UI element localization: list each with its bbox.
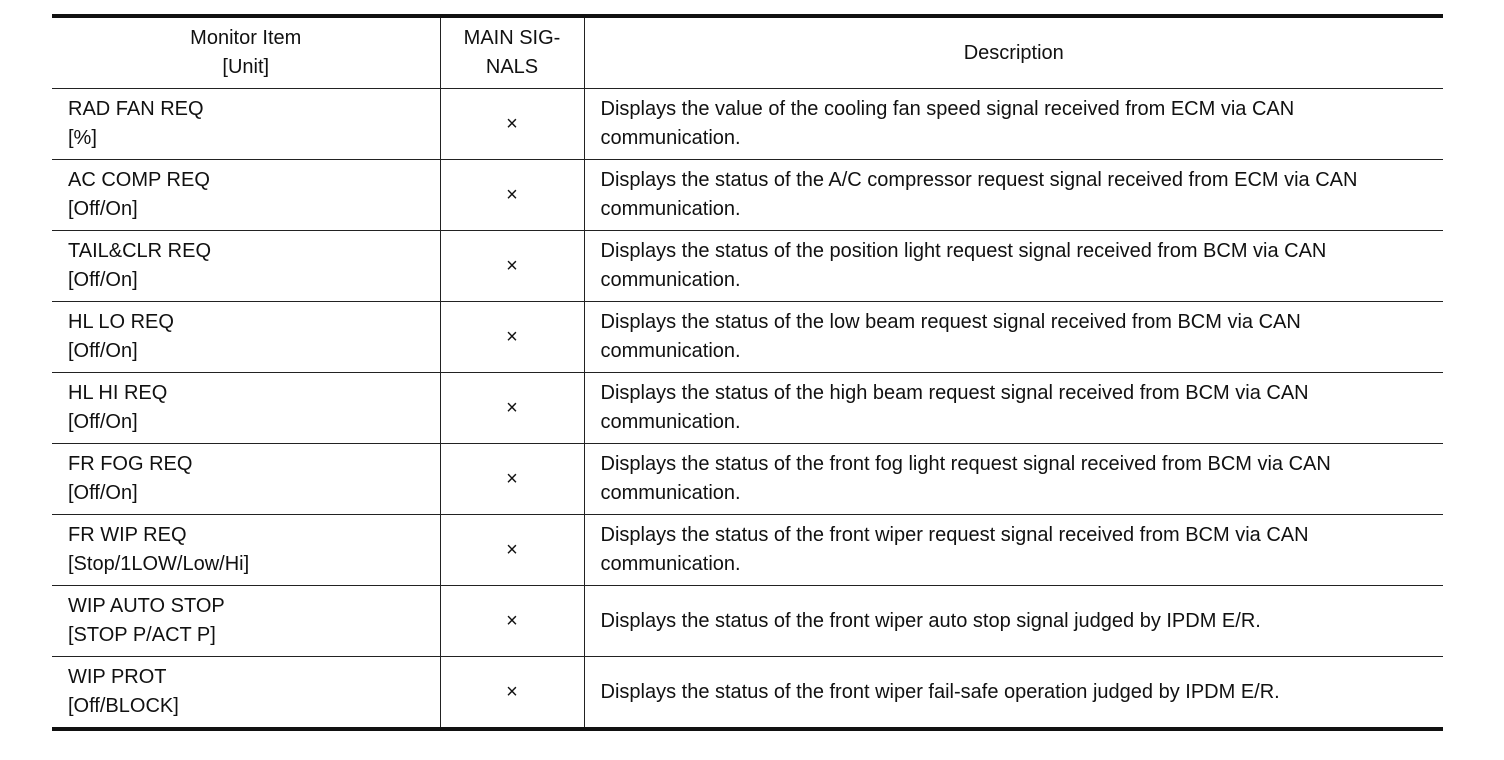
description-cell: Displays the status of the A/C compressor request signal received from ECM via CAN communication. [584,160,1443,231]
main-signal-cell [440,160,584,231]
main-signal-cell [440,657,584,730]
main-signal-cell [440,302,584,373]
monitor-item-name: RAD FAN REQ [68,98,204,120]
monitor-item-name: WIP PROT [68,666,167,688]
header-monitor-item-label: Monitor Item [190,27,302,49]
monitor-item-table-container [52,14,1443,731]
monitor-item-cell [52,89,440,160]
main-signal-mark: × [506,467,518,490]
monitor-item-cell [52,302,440,373]
table-row [52,160,1443,231]
monitor-item-unit: [Off/BLOCK] [68,695,179,717]
header-monitor-item [52,16,440,89]
description-cell: Displays the status of the front wiper auto stop signal judged by IPDM E/R. [584,586,1443,657]
main-signal-mark: × [506,325,518,348]
monitor-item-name: WIP AUTO STOP [68,595,225,617]
table-row [52,302,1443,373]
main-signal-mark: × [506,254,518,277]
monitor-item-name: HL LO REQ [68,311,174,333]
monitor-item-unit: [Off/On] [68,340,138,362]
description-cell: Displays the status of the front fog light request signal received from BCM via CAN communication. [584,444,1443,515]
monitor-item-table [52,14,1443,731]
monitor-item-cell [52,586,440,657]
monitor-item-cell [52,657,440,730]
monitor-item-cell [52,515,440,586]
main-signal-mark: × [506,183,518,206]
monitor-item-cell [52,231,440,302]
monitor-item-unit: [Off/On] [68,269,138,291]
monitor-item-unit: [Off/On] [68,482,138,504]
monitor-item-cell [52,160,440,231]
monitor-item-cell [52,373,440,444]
main-signal-cell [440,231,584,302]
main-signal-mark: × [506,538,518,561]
description-cell: Displays the status of the front wiper fail-safe operation judged by IPDM E/R. [600,680,1280,703]
monitor-item-name: AC COMP REQ [68,169,210,191]
header-main-signals-line2: NALS [485,56,539,78]
header-unit-label: [Unit] [222,56,270,78]
main-signal-cell [440,444,584,515]
table-row [52,586,1443,657]
description-cell: Displays the status of the high beam request signal received from BCM via CAN communication. [584,373,1443,444]
main-signal-mark: × [506,680,518,703]
monitor-item-unit: [STOP P/ACT P] [68,624,216,646]
monitor-item-unit: [%] [68,127,97,149]
monitor-item-name: FR FOG REQ [68,453,193,475]
monitor-item-name: FR WIP REQ [68,524,187,546]
main-signal-mark: × [506,112,518,135]
main-signal-cell [440,586,584,657]
monitor-item-name: TAIL&CLR REQ [68,240,211,262]
description-cell: Displays the value of the cooling fan speed signal received from ECM via CAN communication. [584,89,1443,160]
main-signal-mark: × [506,396,518,419]
monitor-item-unit: [Off/On] [68,411,138,433]
table-row [52,89,1443,160]
table-row [52,515,1443,586]
header-main-signals-line1: MAIN SIG- [463,27,561,49]
description-cell: Displays the status of the low beam request signal received from BCM via CAN communication. [584,302,1443,373]
table-row [52,657,1443,730]
header-main-signals [440,16,584,89]
monitor-item-cell [52,444,440,515]
description-cell: Displays the status of the position light request signal received from BCM via CAN communication. [584,231,1443,302]
table-row [52,444,1443,515]
main-signal-cell [440,373,584,444]
monitor-item-name: HL HI REQ [68,382,168,404]
table-header-row [52,16,1443,89]
main-signal-mark: × [506,609,518,632]
main-signal-cell [440,89,584,160]
table-row [52,231,1443,302]
description-cell: Displays the status of the front wiper request signal received from BCM via CAN communication. [584,515,1443,586]
monitor-item-unit: [Off/On] [68,198,138,220]
monitor-item-unit: [Stop/1LOW/Low/Hi] [68,553,250,575]
table-row [52,373,1443,444]
header-description: Description [584,16,1443,89]
main-signal-cell [440,515,584,586]
